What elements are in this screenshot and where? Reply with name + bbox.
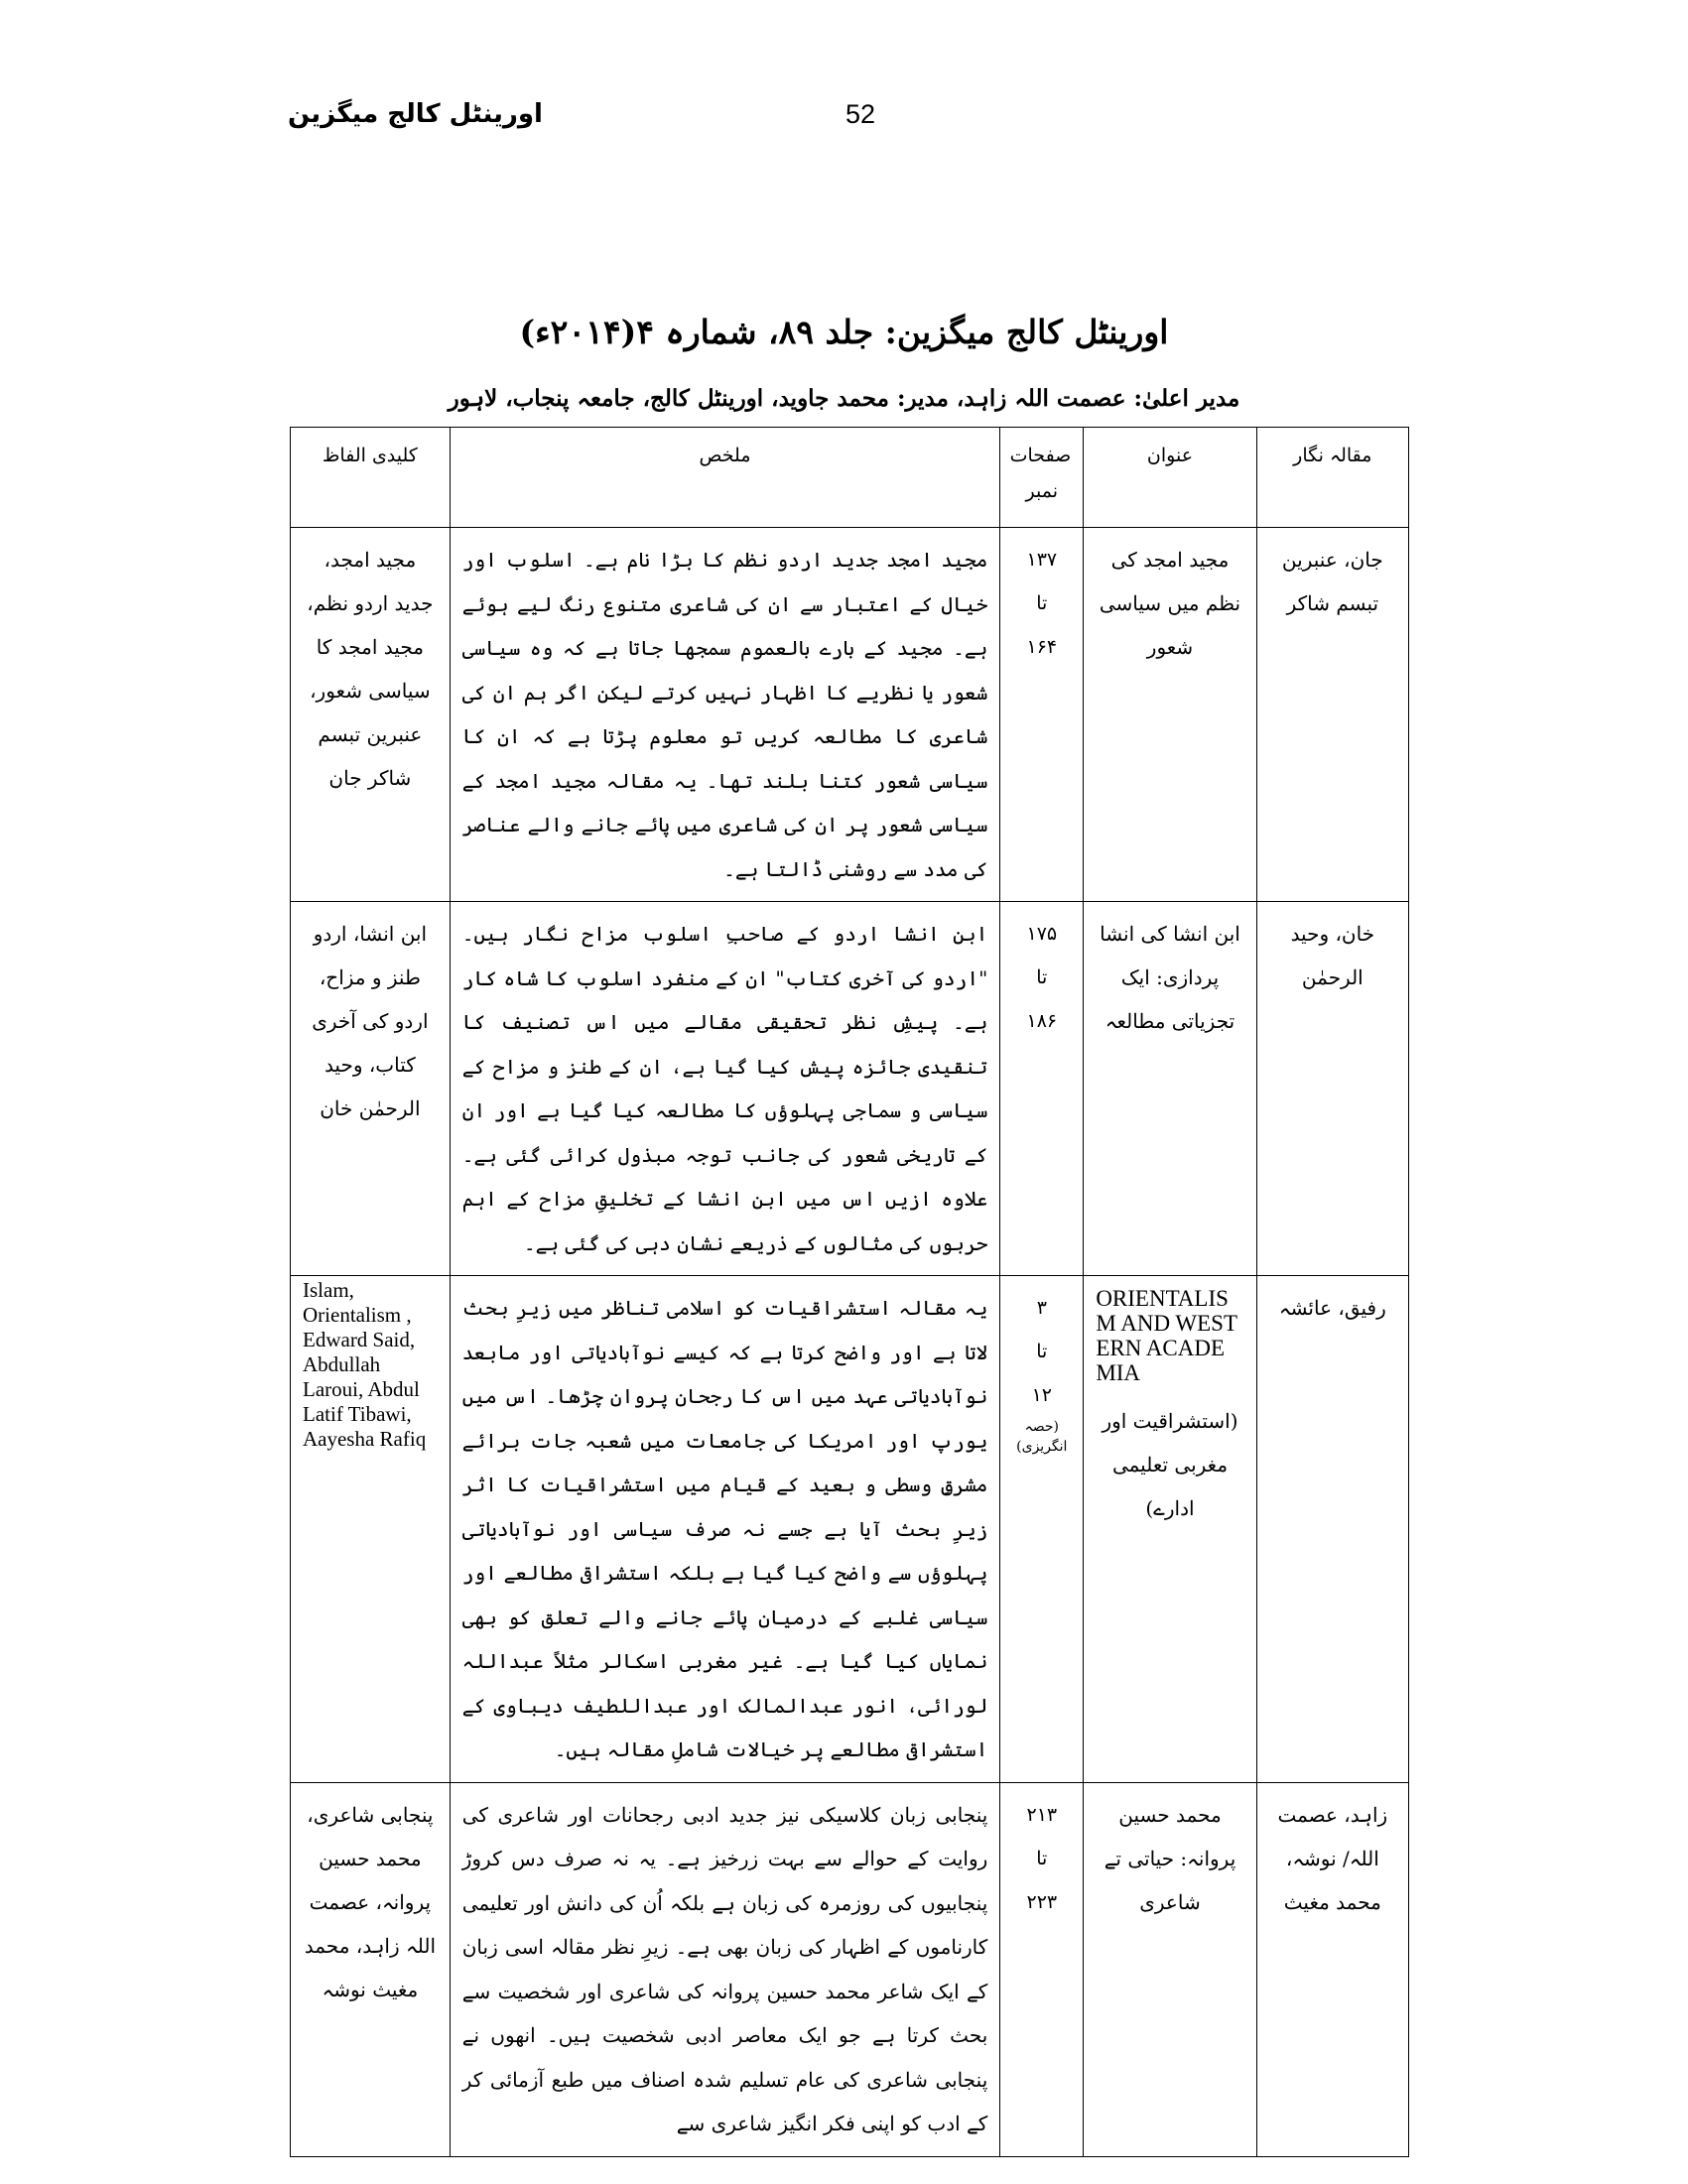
article-author: جان، عنبرین تبسم شاکر: [1256, 528, 1408, 902]
article-title-urdu: مجید امجد کی نظم میں سیاسی شعور: [1099, 548, 1241, 659]
page-number: 52: [845, 99, 876, 129]
article-title: [1084, 1276, 1256, 1783]
article-author: خان، وحید الرحمٰن: [1256, 902, 1408, 1276]
running-header: [288, 99, 876, 149]
article-title: [1084, 902, 1256, 1276]
article-author: رفیق، عائشہ: [1256, 1276, 1408, 1783]
page-to: ۱۲: [1031, 1384, 1053, 1406]
articles-table: [290, 427, 1409, 2157]
running-title: اورینٹل کالج میگزین: [288, 99, 543, 129]
article-keywords: ابن انشا، اردو طنز و مزاح، اردو کی آخری کتاب، وحید الرحمٰن خان: [291, 902, 451, 1276]
article-pages: [1000, 528, 1084, 902]
header-pages: صفحات نمبر: [1000, 428, 1084, 528]
header-keywords: کلیدی الفاظ: [291, 428, 451, 528]
article-title: [1084, 1782, 1256, 2156]
journal-heading: اورینٹل کالج میگزین: جلد ۸۹، شمارہ ۴(۲۰۱۴ء): [519, 313, 1169, 351]
page-note: (حصہ انگریزی): [1016, 1419, 1068, 1455]
header-author: مقالہ نگار: [1256, 428, 1408, 528]
table-row: [291, 1276, 1409, 1783]
page-separator: تا: [1036, 966, 1048, 988]
article-keywords: Islam, Orientalism , Edward Said, Abdullah Laroui, Abdul Latif Tibawi, Aayesha Rafiq: [291, 1276, 451, 1783]
article-abstract: مجید امجد جدید اردو نظم کا بڑا نام ہے۔ اسلوب اور خیال کے اعتبار سے ان کی شاعری متنوع رنگ لیے ہوئے ہے۔ مجید کے بارے بالعموم سمجھا جاتا ہے کہ وہ سیاسی شعور یا نظریے کا اظہار نہیں کرتے لیکن اگر ہم ان کی شاعری کا مطالعہ کریں تو معلوم پڑتا ہے کہ ان کا سیاسی شعور کتنا بلند تھا۔ یہ مقالہ مجید امجد کے سیاسی شعور پر ان کی شاعری میں پائے جانے والے عناصر کی مدد سے روشنی ڈالتا ہے۔: [450, 528, 1000, 902]
page-separator: تا: [1036, 1341, 1048, 1362]
page-to: ۱۸۶: [1026, 1010, 1058, 1032]
header-abstract: ملخص: [450, 428, 1000, 528]
page-to: ۱۶۴: [1026, 636, 1058, 658]
table-row: [291, 902, 1409, 1276]
article-abstract: ابن انشا اردو کے صاحبِ اسلوب مزاح نگار ہیں۔ "اردو کی آخری کتاب" ان کے منفرد اسلوب کا شاہ کار ہے۔ پیشِ نظر تحقیقی مقالے میں اس تصنیف کا تنقیدی جائزہ پیش کیا گیا ہے، ان کے طنز و مزاح کے سیاسی و سماجی پہلوؤں کا مطالعہ کیا گیا ہے اور ان کے تاریخی شعور کی جانب توجہ مبذول کرائی گئی ہے۔ علاوہ ازیں اس میں ابن انشا کے تخلیقِ مزاح کے اہم حربوں کی مثالوں کے ذریعے نشان دہی کی گئی ہے۔: [450, 902, 1000, 1276]
article-pages: [1000, 1782, 1084, 2156]
article-author: زاہد، عصمت اللہ/ نوشہ، محمد مغیث: [1256, 1782, 1408, 2156]
page-from: ۳: [1036, 1297, 1047, 1319]
article-title-urdu: محمد حسین پروانہ: حیاتی تے شاعری: [1104, 1802, 1236, 1914]
table-row: [291, 1782, 1409, 2156]
article-pages: [1000, 1276, 1084, 1783]
page-from: ۱۷۵: [1026, 923, 1058, 945]
article-title-urdu: ابن انشا کی انشا پردازی: ایک تجزیاتی مطالعہ: [1100, 922, 1240, 1033]
article-title-english: ORIENTALISM AND WESTERN ACADEMIA: [1096, 1286, 1238, 1385]
article-title-urdu: (استشراقیت اور مغربی تعلیمی ادارے): [1102, 1409, 1238, 1520]
page-to: ۲۲۳: [1026, 1890, 1058, 1913]
page-from: ۲۱۳: [1026, 1803, 1058, 1826]
article-keywords: پنجابی شاعری، محمد حسین پروانہ، عصمت اللہ زاہد، محمد مغیث نوشہ: [291, 1782, 451, 2156]
article-keywords: مجید امجد، جدید اردو نظم، مجید امجد کا سیاسی شعور، عنبرین تبسم شاکر جان: [291, 528, 451, 902]
article-title: [1084, 528, 1256, 902]
article-abstract: پنجابی زبان کلاسیکی نیز جدید ادبی رجحانات اور شاعری کی روایت کے حوالے سے بہت زرخیز ہے۔ یہ نہ صرف دس کروڑ پنجابیوں کی روزمرہ کی زبان ہے بلکہ اُن کی دانش اور تعلیمی کارناموں کے اظہار کی زبان بھی ہے۔ زیرِ نظر مقالہ اسی زبان کے ایک شاعر محمد حسین پروانہ کی شاعری اور شخصیت سے بحث کرتا ہے جو ایک معاصر ادبی شخصیت ہیں۔ انھوں نے پنجابی شاعری کی عام تسلیم شدہ اصناف میں طبع آزمائی کر کے ادب کو اپنی فکر انگیز شاعری سے: [450, 1782, 1000, 2156]
article-abstract: یہ مقالہ استشراقیات کو اسلامی تناظر میں زیرِ بحث لاتا ہے اور واضح کرتا ہے کہ کیسے نوآبادیاتی اور مابعد نوآبادیاتی عہد میں اس کا رجحان پروان چڑھا۔ اس میں یورپ اور امریکا کی جامعات میں شعبہ جات برائے مشرقِ وسطی و بعید کے قیام میں استشراقیات کا اثر زیرِ بحث آیا ہے جسے نہ صرف سیاسی اور نوآبادیاتی پہلوؤں سے واضح کیا گیا ہے بلکہ استشراقی مطالعے اور سیاسی غلبے کے درمیان پائے جانے والے تعلق کو بھی نمایاں کیا گیا ہے۔ غیر مغربی اسکالر مثلاً عبداللہ لورائی، انور عبدالمالک اور عبداللطیف دیباوی کے استشراقی مطالعے پر خیالات شاملِ مقالہ ہیں۔: [450, 1276, 1000, 1783]
article-pages: [1000, 902, 1084, 1276]
header-title: عنوان: [1084, 428, 1256, 528]
page-separator: تا: [1036, 1847, 1048, 1869]
table-row: [291, 528, 1409, 902]
table-header-row: [291, 428, 1409, 528]
page-separator: تا: [1036, 592, 1048, 614]
editors-line: مدیر اعلیٰ: عصمت اللہ زاہد، مدیر: محمد جاوید، اورینٹل کالج، جامعہ پنجاب، لاہور: [448, 385, 1240, 412]
page-from: ۱۳۷: [1026, 549, 1058, 571]
